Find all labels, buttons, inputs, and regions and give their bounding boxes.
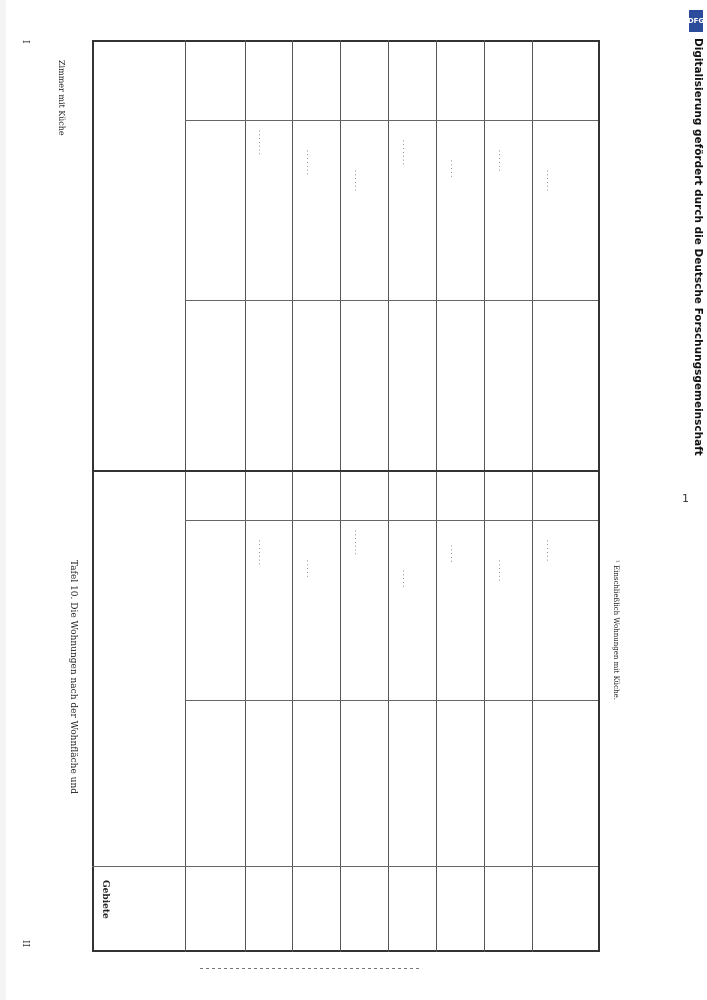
cell-mark: · · · · ·: [447, 545, 454, 563]
stub-header: Gebiete: [100, 880, 110, 919]
table-frame-left: [92, 40, 94, 952]
page-number-right: I: [20, 40, 30, 44]
cell-mark: · · · · · · ·: [255, 130, 262, 155]
digitization-notice: Digitalisierung gefördert durch die Deutsche Forschungsgemeinschaft: [692, 38, 704, 456]
stub-separator: [92, 866, 598, 867]
table-frame-top: [92, 40, 598, 42]
column-rule: [340, 40, 341, 952]
column-rule: [484, 40, 485, 952]
header-subrule: [185, 700, 598, 701]
header-band-rule: [185, 40, 186, 952]
table-frame-right: [598, 40, 600, 952]
dfg-logo: DFG: [689, 10, 703, 32]
cell-mark: · · · · · ·: [495, 560, 502, 581]
column-rule: [388, 40, 389, 952]
scan-edge-shadow: [0, 0, 6, 1000]
header-subrule: [185, 300, 598, 301]
page-number-left: II: [20, 940, 30, 948]
cell-mark: · · · · · · ·: [399, 140, 406, 165]
column-rule: [436, 40, 437, 952]
cell-mark: · · · · · · ·: [351, 530, 358, 555]
cell-mark: · · · · · ·: [351, 170, 358, 191]
cell-mark: · · · · ·: [447, 160, 454, 178]
column-rule: [532, 40, 533, 952]
footnote: ¹ Einschließlich Wohnungen mit Küche.: [612, 560, 620, 700]
cell-mark: · · · · · ·: [495, 150, 502, 171]
header-subrule: [185, 120, 598, 121]
table-title-right: Zimmer mit Küche: [57, 60, 66, 136]
cell-mark: · · · · · · ·: [255, 540, 262, 565]
cell-mark: · · · · · ·: [543, 170, 550, 191]
cell-mark: · · · · ·: [399, 570, 406, 588]
cell-mark: · · · · ·: [303, 560, 310, 578]
digitization-banner: [686, 10, 706, 700]
column-rule: [292, 40, 293, 952]
header-subrule: [185, 520, 598, 521]
cell-mark: · · · · · ·: [543, 540, 550, 561]
section-separator: [92, 470, 598, 472]
table-frame-bottom: [92, 950, 598, 952]
header-band-rule-2: [245, 40, 246, 952]
cell-mark: · · · · · · ·: [303, 150, 310, 175]
running-head: Tafel 10. Die Wohnungen nach der Wohnfläche und: [68, 560, 78, 795]
bottom-dotted-rule: [200, 968, 420, 969]
margin-mark: 1: [682, 492, 689, 505]
